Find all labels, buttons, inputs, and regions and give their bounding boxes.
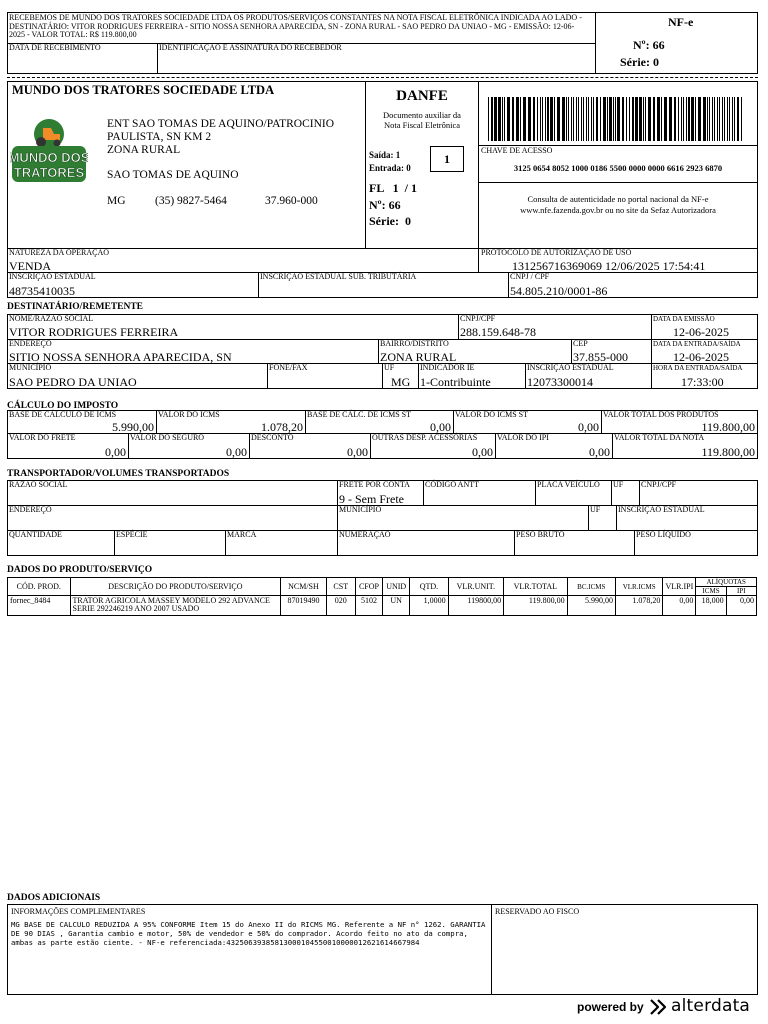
barcode-bar <box>547 97 549 141</box>
dest-hora-value: 17:33:00 <box>681 375 724 389</box>
canhoto-nfe-label: NF-e <box>668 15 694 29</box>
barcode-bar <box>593 97 594 141</box>
barcode-bar <box>557 97 560 141</box>
th-cst: CST <box>326 578 355 596</box>
ie-label: INSCRIÇÃO ESTADUAL <box>9 272 96 281</box>
transp-cnpj-label: CNPJ/CPF <box>641 480 677 489</box>
canhoto-serie: Série: 0 <box>620 55 659 69</box>
cell-desc: TRATOR AGRICOLA MASSEY MODELO 292 ADVANCE SERIE 292246219 ANO 2007 USADO <box>70 596 281 616</box>
th-aliq: ALÍQUOTAS <box>696 578 757 587</box>
bc-icms-value: 5.990,00 <box>112 420 154 434</box>
barcode-bar <box>635 97 638 141</box>
barcode-bar <box>681 97 682 141</box>
adicionais-section: DADOS ADICIONAIS <box>7 893 101 903</box>
barcode-bar <box>632 97 634 141</box>
th-cod: CÓD. PROD. <box>8 578 71 596</box>
total-nota-value: 119.800,00 <box>701 445 755 459</box>
barcode-bar <box>661 97 662 141</box>
chave-divider-2 <box>478 182 758 183</box>
barcode-bar <box>712 97 713 141</box>
dest-endereco-value: SITIO NOSSA SENHORA APARECIDA, SN <box>9 350 232 364</box>
seguro-label: VALOR DO SEGURO <box>130 433 205 442</box>
emitente-cidade: SAO TOMAS DE AQUINO <box>107 169 239 181</box>
transp-uf-label: UF <box>613 480 624 489</box>
transp-placa-label: PLACA VEÍCULO <box>537 480 600 489</box>
dest-uf-value: MG <box>391 375 411 389</box>
protocolo-label: PROTOCOLO DE AUTORIZAÇÃO DE USO <box>481 248 632 257</box>
th-bcicms: BC.ICMS <box>567 578 615 596</box>
barcode-bar <box>537 97 538 141</box>
dest-ie-label: INSCRIÇÃO ESTADUAL <box>527 363 614 372</box>
transp-municipio-label: MUNICÍPIO <box>339 505 382 514</box>
barcode-bar <box>727 97 728 141</box>
logo-line1: MUNDO DOS <box>10 150 88 165</box>
imposto-section: CÁLCULO DO IMPOSTO <box>7 401 119 411</box>
barcode-bar <box>600 97 601 141</box>
barcode-bar <box>737 97 739 141</box>
frete-label: VALOR DO FRETE <box>9 433 76 442</box>
emitente-bairro: ZONA RURAL <box>107 144 181 156</box>
dest-cep-value: 37.855-000 <box>573 350 628 364</box>
barcode-bar <box>583 97 584 141</box>
barcode-bar <box>586 97 587 141</box>
bc-st-value: 0,00 <box>430 420 451 434</box>
barcode-bar <box>607 97 608 141</box>
barcode-bar <box>707 97 708 141</box>
th-vunit: VLR.UNIT. <box>448 578 503 596</box>
barcode-bar <box>683 97 684 141</box>
dest-municipio-label: MUNICÍPIO <box>9 363 52 372</box>
barcode-bar <box>550 97 553 141</box>
transp-ie-label: INSCRIÇÃO ESTADUAL <box>618 505 705 514</box>
produtos-section: DADOS DO PRODUTO/SERVIÇO <box>7 565 153 575</box>
canhoto-numero: Nº: 66 <box>633 38 665 52</box>
cell-aipi: 0,00 <box>726 596 756 616</box>
cell-unid: UN <box>383 596 410 616</box>
cell-vunit: 119800,00 <box>448 596 503 616</box>
barcode-bar <box>542 97 543 141</box>
barcode-bar <box>588 97 589 141</box>
barcode-bar <box>494 97 497 141</box>
barcode-bar <box>714 97 715 141</box>
barcode-bar <box>562 97 565 141</box>
dest-entrada-label: DATA DA ENTRADA/SAÍDA <box>653 340 741 348</box>
dest-endereco-label: ENDEREÇO <box>9 339 52 348</box>
emitente-uf: MG <box>107 195 126 207</box>
barcode-bar <box>578 97 579 141</box>
barcode-bar <box>609 97 612 141</box>
barcode-bar <box>729 97 730 141</box>
total-prod-value: 119.800,00 <box>701 420 755 434</box>
dest-fone-label: FONE/FAX <box>269 363 308 372</box>
cell-vicms: 1.078,20 <box>615 596 662 616</box>
barcode-bar <box>653 97 655 141</box>
transp-especie-label: ESPÉCIE <box>116 530 148 539</box>
barcode-bar <box>626 97 627 141</box>
cell-cod: fornec_8484 <box>8 596 71 616</box>
dest-nome-label: NOME/RAZÃO SOCIAL <box>9 314 94 323</box>
barcode-bar <box>512 97 514 141</box>
transp-peso-liquido-label: PESO LÍQUIDO <box>636 530 691 539</box>
ipi-label: VALOR DO IPI <box>497 433 549 442</box>
th-vicms: VLR.ICMS <box>615 578 662 596</box>
barcode-bar <box>734 97 735 141</box>
barcode-bar <box>686 97 687 141</box>
barcode-bar <box>516 97 519 141</box>
canhoto-divider-v <box>157 43 158 74</box>
th-aicms: ICMS <box>696 587 726 596</box>
chave-consulta: Consulta de autenticidade no portal nacional da NF-e www.nfe.fazenda.gov.br ou no site da Sefaz Autorizadora <box>520 194 716 215</box>
barcode-bar <box>520 97 521 141</box>
transp-endereco-label: ENDEREÇO <box>9 505 52 514</box>
transp-endereco-box <box>7 505 338 531</box>
danfe-entrada: Entrada: 0 <box>369 163 411 173</box>
th-desc: DESCRIÇÃO DO PRODUTO/SERVIÇO <box>70 578 281 596</box>
natureza-value: VENDA <box>9 259 51 273</box>
transp-numeracao-label: NUMERAÇÃO <box>339 530 391 539</box>
cell-ncm: 87019490 <box>281 596 326 616</box>
transp-antt-label: CÓDIGO ANTT <box>425 480 479 489</box>
th-cfop: CFOP <box>355 578 382 596</box>
cell-vipi: 0,00 <box>663 596 696 616</box>
danfe-folha: FL 1 / 1 <box>369 181 418 195</box>
powered-by-text: powered by <box>577 1000 644 1014</box>
barcode-bar <box>709 97 710 141</box>
transp-qtd-label: QUANTIDADE <box>9 530 62 539</box>
bc-icms-label: BASE DE CÁLCULO DE ICMS <box>9 410 117 419</box>
barcode-bar <box>698 97 701 141</box>
barcode-bar <box>540 97 541 141</box>
th-vtotal: VLR.TOTAL <box>504 578 568 596</box>
barcode-bar <box>719 97 720 141</box>
barcode-bar <box>528 97 531 141</box>
chave-value: 3125 0654 8052 1000 0186 5500 0000 0000 6616 2923 6870 <box>513 163 723 173</box>
dest-cep-label: CEP <box>573 339 588 348</box>
barcode-bar <box>722 97 723 141</box>
barcode-bar <box>648 97 651 141</box>
dest-indicador-value: 1-Contribuinte <box>420 375 491 389</box>
info-box <box>7 904 492 995</box>
ie-value: 48735410035 <box>9 284 75 298</box>
barcode-bar <box>643 97 644 141</box>
barcode-bar <box>629 97 630 141</box>
canhoto-divider-v2 <box>595 12 596 74</box>
barcode-bar <box>507 97 510 141</box>
barcode-bar <box>645 97 646 141</box>
dest-emissao-label: DATA DA EMISSÃO <box>653 315 715 323</box>
cell-cst: 020 <box>326 596 355 616</box>
barcode-bar <box>613 97 614 141</box>
dest-bairro-label: BAIRRO/DISTRITO <box>380 339 449 348</box>
barcode-bar <box>596 97 598 141</box>
danfe-subtitle: Documento auxiliar da Nota Fiscal Eletrônica <box>383 110 461 130</box>
transp-marca-label: MARCA <box>227 530 257 539</box>
barcode-bar <box>554 97 555 141</box>
transp-frete-value: 9 - Sem Frete <box>339 492 404 506</box>
barcode-bar <box>571 97 572 141</box>
cnpj-label: CNPJ / CPF <box>510 272 550 281</box>
th-vipi: VLR.IPI <box>663 578 696 596</box>
dest-cpf-value: 288.159.648-78 <box>460 325 536 339</box>
ie-st-label: INSCRIÇÃO ESTADUAL SUB. TRIBUTÁRIA <box>260 272 417 281</box>
barcode-bar <box>488 97 489 141</box>
barcode-bar <box>724 97 725 141</box>
cnpj-value: 54.805.210/0001-86 <box>510 284 608 298</box>
transp-razao-label: RAZÃO SOCIAL <box>9 480 68 489</box>
dest-nome-value: VITOR RODRIGUES FERREIRA <box>9 325 179 339</box>
barcode-bar <box>545 97 546 141</box>
data-recebimento-label: DATA DE RECEBIMENTO <box>9 43 101 52</box>
dest-indicador-label: INDICADOR IE <box>420 363 475 372</box>
barcode-bar <box>502 97 503 141</box>
barcode-bar <box>717 97 718 141</box>
total-prod-label: VALOR TOTAL DOS PRODUTOS <box>603 410 719 419</box>
barcode-bar <box>664 97 667 141</box>
dest-emissao-value: 12-06-2025 <box>673 325 729 339</box>
chave-label: CHAVE DE ACESSO <box>481 146 553 155</box>
transp-peso-bruto-label: PESO BRUTO <box>516 530 565 539</box>
bc-st-label: BASE DE CÁLC. DE ICMS ST <box>307 410 412 419</box>
transp-frete-label: FRETE POR CONTA <box>339 480 410 489</box>
transp-uf2-label: UF <box>590 505 601 514</box>
barcode-bar <box>703 97 706 141</box>
danfe-title: DANFE <box>396 88 448 104</box>
natureza-label: NATUREZA DA OPERAÇÃO <box>9 248 110 257</box>
emitente-endereco-1: ENT SAO TOMAS DE AQUINO/PATROCINIO <box>107 118 335 130</box>
barcode-bar <box>622 97 624 141</box>
transportador-section: TRANSPORTADOR/VOLUMES TRANSPORTADOS <box>7 469 230 479</box>
outras-value: 0,00 <box>472 445 493 459</box>
dest-bairro-value: ZONA RURAL <box>380 350 457 364</box>
icms-st-label: VALOR DO ICMS ST <box>455 410 528 419</box>
dest-ie-value: 12073300014 <box>527 375 593 389</box>
barcode-bar <box>498 97 501 141</box>
barcode-bar <box>533 97 535 141</box>
cell-vtotal: 119.800,00 <box>504 596 568 616</box>
th-ncm: NCM/SH <box>281 578 326 596</box>
barcode-bar <box>573 97 574 141</box>
dest-cpf-label: CNPJ/CPF <box>460 314 496 323</box>
barcode-bar <box>674 97 676 141</box>
barcode <box>488 97 746 141</box>
th-qtd: QTD. <box>410 578 448 596</box>
alterdata-logo-icon <box>648 997 668 1017</box>
cell-qtd: 1,0000 <box>410 596 448 616</box>
fisco-box <box>491 904 758 995</box>
barcode-bar <box>678 97 679 141</box>
ipi-value: 0,00 <box>589 445 610 459</box>
barcode-bar <box>688 97 690 141</box>
barcode-bar <box>732 97 733 141</box>
cut-line <box>7 77 758 78</box>
produtos-table <box>7 577 757 616</box>
icms-label: VALOR DO ICMS <box>158 410 220 419</box>
barcode-bar <box>741 97 742 141</box>
emitente-cep: 37.960-000 <box>265 195 318 207</box>
desconto-label: DESCONTO <box>251 433 294 442</box>
emitente-fone: (35) 9827-5464 <box>155 195 227 207</box>
frete-value: 0,00 <box>105 445 126 459</box>
barcode-bar <box>591 97 592 141</box>
barcode-bar <box>566 97 567 141</box>
danfe-saida: Saída: 1 <box>369 150 401 160</box>
protocolo-value: 131256716369069 12/06/2025 17:54:41 <box>512 259 706 273</box>
seguro-value: 0,00 <box>226 445 247 459</box>
logo-line2: TRATORES <box>13 165 85 180</box>
danfe-numero: Nº: 66 <box>369 198 401 212</box>
barcode-bar <box>491 97 493 141</box>
company-logo <box>10 116 88 186</box>
dest-hora-label: HORA DA ENTRADA/SAÍDA <box>653 364 743 372</box>
barcode-bar <box>576 97 577 141</box>
danfe-tipo-box: 1 <box>430 146 464 172</box>
th-aipi: IPI <box>726 587 756 596</box>
icms-value: 1.078,20 <box>261 420 303 434</box>
alterdata-brand: alterdata <box>671 996 751 1016</box>
assinatura-label: IDENTIFICAÇÃO E ASSINATURA DO RECEBEDOR <box>159 43 342 52</box>
destinatario-section: DESTINATÁRIO/REMETENTE <box>7 302 144 312</box>
barcode-bar <box>695 97 696 141</box>
cell-aicms: 18,000 <box>696 596 726 616</box>
fisco-label: RESERVADO AO FISCO <box>495 907 580 916</box>
barcode-bar <box>669 97 672 141</box>
barcode-bar <box>504 97 505 141</box>
cell-cfop: 5102 <box>355 596 382 616</box>
barcode-bar <box>691 97 694 141</box>
cell-bcicms: 5.990,00 <box>567 596 615 616</box>
danfe-serie: Série: 0 <box>369 214 411 228</box>
dest-municipio-value: SAO PEDRO DA UNIAO <box>9 375 137 389</box>
info-label: INFORMAÇÕES COMPLEMENTARES <box>11 907 146 916</box>
total-nota-label: VALOR TOTAL DA NOTA <box>614 433 705 442</box>
desconto-value: 0,00 <box>347 445 368 459</box>
barcode-bar <box>581 97 582 141</box>
dest-entrada-value: 12-06-2025 <box>673 350 729 364</box>
th-unid: UNID <box>383 578 410 596</box>
outras-label: OUTRAS DESP. ACESSÓRIAS <box>372 433 478 442</box>
barcode-bar <box>617 97 620 141</box>
table-row <box>8 596 757 616</box>
canhoto-text: RECEBEMOS DE MUNDO DOS TRATORES SOCIEDADE LTDA OS PRODUTOS/SERVIÇOS CONSTANTES NA NOTA FISCAL ELETRÔNICA INDICADA AO LADO - DESTINATÁRIO: VITOR RODRIGUES FERREIRA - SITIO NOSSA SENHORA APARECIDA, SN - ZONA RURAL - SAO PEDRO DA UNIAO - MG - EMISSÃO: 12-06-2025 - VALOR TOTAL: R$ 119.800,00 <box>9 13 582 39</box>
barcode-bar <box>639 97 642 141</box>
barcode-bar <box>568 97 569 141</box>
barcode-bar <box>657 97 660 141</box>
dest-uf-label: UF <box>384 363 395 372</box>
emitente-endereco-2: PAULISTA, SN KM 2 <box>107 131 212 143</box>
icms-st-value: 0,00 <box>578 420 599 434</box>
emitente-nome: MUNDO DOS TRATORES SOCIEDADE LTDA <box>12 83 275 97</box>
barcode-bar <box>615 97 616 141</box>
barcode-bar <box>603 97 606 141</box>
info-text: MG BASE DE CALCULO REDUZIDA A 95% CONFORME Item 15 do Anexo II do RICMS MG. Referente a NF n° 1262. GARANTIA DE 90 DIAS , Garantia cambio e motor, 50% de vendedor e 50% do comprador. Acordo feito no ato da compra, ambas as parte estão ciente. - NF-e referenciada:43250639385813000104550010000012621614667984 <box>11 920 486 947</box>
produtos-header-row <box>8 578 757 587</box>
barcode-bar <box>523 97 526 141</box>
